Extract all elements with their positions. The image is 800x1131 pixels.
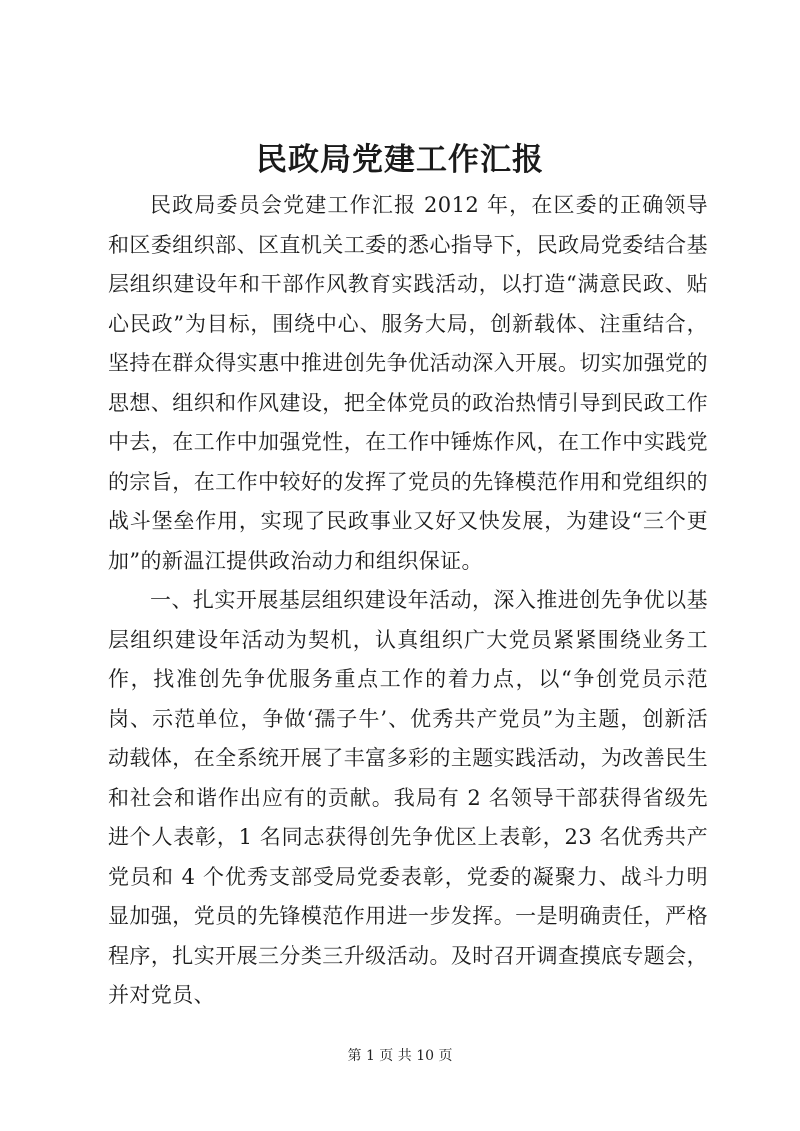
- paragraph-intro: 民政局委员会党建工作汇报 2012 年，在区委的正确领导和区委组织部、区直机关工委的悉心指导下，民政局党委结合基层组织建设年和干部作风教育实践活动，以打造“满意民政、贴心民政”为目标，围绕中心、服务大局，创新载体、注重结合，坚持在群众得实惠中推进创先争优活动深入开展。切实加强党的思想、组织和作风建设，把全体党员的政治热情引导到民政工作中去，在工作中加强党性，在工作中锤炼作风，在工作中实践党的宗旨，在工作中较好的发挥了党员的先锋模范作用和党组织的战斗堡垒作用，实现了民政事业又好又快发展，为建设“三个更加”的新温江提供政治动力和组织保证。: [108, 193, 708, 573]
- paragraph-section-one: 一、扎实开展基层组织建设年活动，深入推进创先争优以基层组织建设年活动为契机，认真组织广大党员紧紧围绕业务工作，找准创先争优服务重点工作的着力点，以“争创党员示范岗、示范单位，争做‘孺子牛’、优秀共产党员”为主题，创新活动载体，在全系统开展了丰富多彩的主题实践活动，为改善民生和社会和谐作出应有的贡献。我局有 2 名领导干部获得省级先进个人表彰，1 名同志获得创先争优区上表彰，23 名优秀共产党员和 4 个优秀支部受局党委表彰，党委的凝聚力、战斗力明显加强，党员的先锋模范作用进一步发挥。一是明确责任，严格程序，扎实开展三分类三升级活动。及时召开调查摸底专题会，并对党员、: [108, 588, 708, 1007]
- document-title: 民政局党建工作汇报: [256, 142, 544, 178]
- page-number-footer: 第 1 页 共 10 页: [347, 1048, 453, 1064]
- document-body: [108, 186, 708, 1016]
